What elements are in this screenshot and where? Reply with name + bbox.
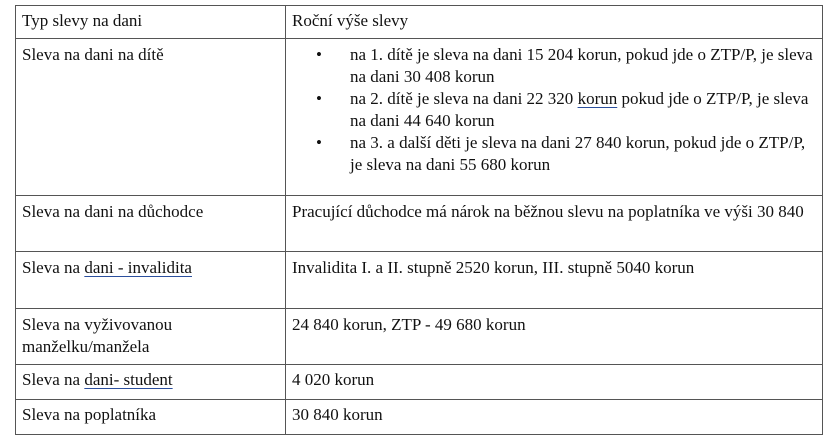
row-label-payer: Sleva na poplatníka [16, 400, 286, 435]
list-item [316, 132, 816, 176]
label-prefix: Sleva na [22, 370, 85, 389]
bullet-icon: • [316, 45, 322, 64]
row-label-pensioner: Sleva na dani na důchodce [16, 196, 286, 252]
header-annual-amount: Roční výše slevy [286, 6, 823, 39]
tax-discount-table [15, 5, 823, 435]
row-value-pensioner: Pracující důchodce má nárok na běžnou slevu na poplatníka ve výši 30 840 [286, 196, 823, 252]
row-value-invalidity: Invalidita I. a II. stupně 2520 korun, III. stupně 5040 korun [286, 252, 823, 309]
table-row [16, 365, 823, 400]
list-item [316, 44, 816, 88]
bullet-icon: • [316, 133, 322, 152]
child-discount-list [292, 44, 816, 176]
row-value-student: 4 020 korun [286, 365, 823, 400]
bullet-text: pokud jde o ZTP/P, je sleva na dani 44 640 korun [350, 89, 809, 130]
table-row [16, 309, 823, 365]
table-row [16, 196, 823, 252]
bullet-icon: • [316, 89, 322, 108]
bullet-text: na 3. a další děti je sleva na dani 27 840 korun, pokud jde o ZTP/P, je sleva na dani 55 680 korun [350, 133, 806, 174]
row-label-spouse: Sleva na vyživovanou manželku/manžela [16, 309, 286, 365]
header-discount-type: Typ slevy na dani [16, 6, 286, 39]
label-prefix: Sleva na [22, 258, 85, 277]
bullet-text: na 2. dítě je sleva na dani 22 320 [350, 89, 578, 108]
row-label-child: Sleva na dani na dítě [16, 39, 286, 196]
invalidity-link[interactable]: dani - invalidita [84, 258, 192, 277]
row-label-student [16, 365, 286, 400]
spellcheck-underlined-word: korun [577, 89, 618, 108]
student-link[interactable]: dani- student [84, 370, 173, 389]
row-label-invalidity [16, 252, 286, 309]
row-value-child [286, 39, 823, 196]
table-row [16, 400, 823, 435]
bullet-text: na 1. dítě je sleva na dani 15 204 korun, pokud jde o ZTP/P, je sleva na dani 30 408 korun [350, 45, 813, 86]
table-row [16, 252, 823, 309]
table-row [16, 39, 823, 196]
row-value-payer: 30 840 korun [286, 400, 823, 435]
row-value-spouse: 24 840 korun, ZTP - 49 680 korun [286, 309, 823, 365]
table-header-row [16, 6, 823, 39]
list-item [316, 88, 816, 132]
